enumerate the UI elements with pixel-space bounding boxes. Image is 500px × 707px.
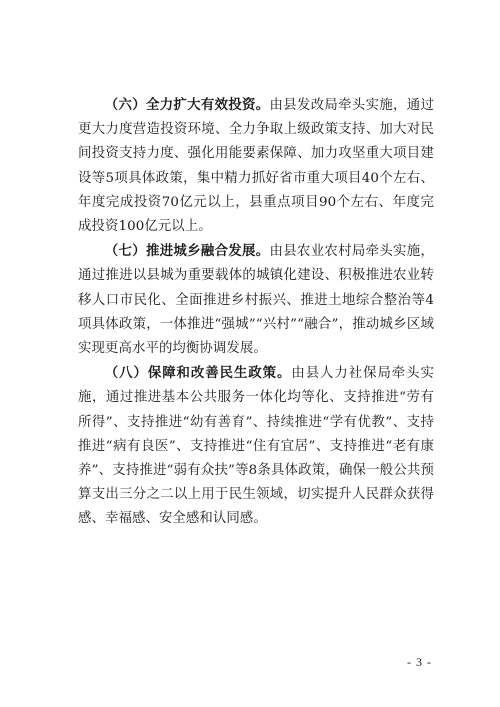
text-livelihood: 由县人力社保局牵头实施，通过推进基本公共服务一体化均等化、支持推进“劳有所得”、支持推进“幼有善育”、持续推进“学有优教”、支持推进“病有良医”、支持推进“住有宜居”、支持推进“老有康养”、支持推进“弱有众扶”等8条具体政策，确保一般公共预算支出三分之二以上用于民生领域，切实提升人民群众获得感、幸福感、安全感和认同感。 [78,366,434,527]
heading-livelihood: （八）保障和改善民生政策。 [104,365,292,382]
heading-invest: （六）全力扩大有效投资。 [104,97,270,113]
paragraph-urban-rural [78,239,434,361]
document-body [78,93,434,532]
heading-urban-rural: （七）推进城乡融合发展。 [104,243,270,260]
text-invest: 由县发改局牵头实施，通过更大力度营造投资环境、全力争取上级政策支持、加大对民间投资支持力度、强化用能要素保障、加力攻坚重大项目建设等5项具体政策，集中精力抓好省市重大项目40个左右、年度完成投资70亿元以上，县重点项目90个左右、年度完成投资100亿元以上。 [78,98,434,235]
text-urban-rural: 由县农业农村局牵头实施，通过推进以县城为重要载体的城镇化建设、积极推进农业转移人口市民化、全面推进乡村振兴、推进土地综合整治等4项具体政策，一体推进“强城”“兴村”“融合”，推动城乡区域实现更高水平的均衡协调发展。 [78,244,434,357]
paragraph-livelihood [78,361,434,531]
paragraph-invest [78,93,434,239]
page-number: - 3 - [407,655,432,669]
